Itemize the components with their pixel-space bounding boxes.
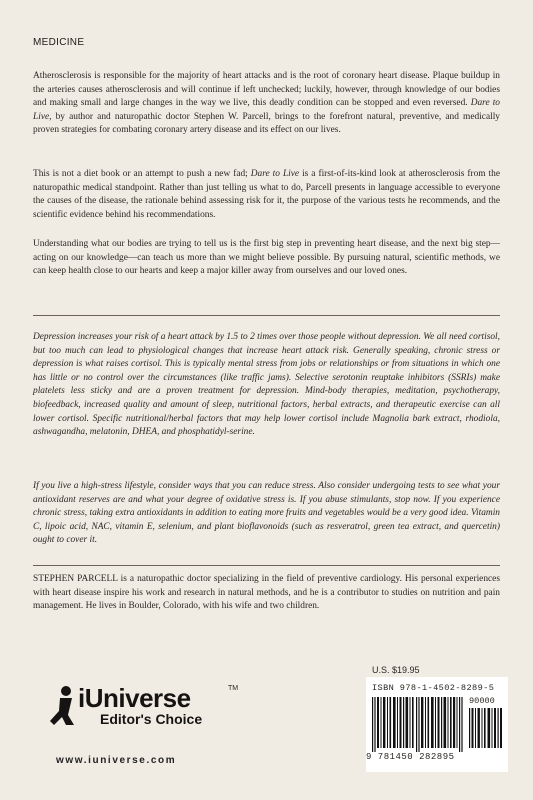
excerpt-paragraph-1: Depression increases your risk of a heart attack by 1.5 to 2 times over those people without depression. We all need cortisol, but too much can lead to physiological changes that increase heart attack risk. Generally speaking, chronic stress or depression is what raises cortisol. This is typically mental stress from jobs or relationships or from situations in which one has little or no control over the circumstances (like traffic jams). Selective serotonin reuptake inhibitors (SSRIs) make platelets less sticky and are a proven treatment for depression. Mind-body therapies, meditation, psychotherapy, biofeedback, increased quality and amount of sleep, nutritional factors, herbal extracts, and therapeutic exercise can all lower cortisol. Specific nutritional/herbal factors that may help lower cortisol include Magnolia bark extract, rhodiola, ashwagandha, melatonin, DHEA, and phosphatidyl-serine. — [33, 332, 500, 438]
publisher-tagline: Editor's Choice — [100, 711, 203, 727]
publisher-url: www.iuniverse.com — [56, 755, 177, 766]
publisher-logo — [50, 685, 240, 725]
author-bio: STEPHEN PARCELL is a naturopathic doctor specializing in the field of preventive cardiology. His personal experiences with heart disease inspire his work and research in natural methods, and he is a contributor to studies on nutrition and pain management. He lives in Boulder, Colorado, with his wife and two children. — [33, 574, 500, 612]
publisher-figure-icon — [50, 685, 80, 727]
ean-digits: 9 781450 282895 — [366, 752, 455, 762]
divider — [33, 315, 500, 316]
divider — [33, 565, 500, 566]
addon-code: 90000 — [469, 696, 495, 706]
book-title: Dare to Live — [33, 98, 500, 122]
trademark-mark: TM — [228, 685, 239, 692]
price-label: U.S. $19.95 — [372, 665, 420, 675]
excerpt-paragraph-2: If you live a high-stress lifestyle, consider ways that you can reduce stress. Also consider undergoing tests to see what your antioxidant reserves are and what your degree of oxidative stress is. If you abuse stimulants, stop now. If you experience chronic stress, taking extra antioxidants in addition to eating more fruits and vegetables would be a very good idea. Vitamin C, lipoic acid, NAC, vitamin E, selenium, and plant bioflavonoids (such as resveratrol, green tea extract, and quercetin) ought to cover it. — [33, 481, 500, 546]
addon-barcode-icon — [469, 708, 503, 748]
description-paragraph-3: Understanding what our bodies are trying to tell us is the first big step in preventing heart disease, and the next big step—acting on our knowledge—can teach us more than we might believe possible. By pursuing natural, scientific methods, we can keep health close to our hearts and keep a major killer away from ourselves and our loved ones. — [33, 239, 500, 277]
description-paragraph-2: This is not a diet book or an attempt to push a new fad; Dare to Live is a first-of-its-kind look at atherosclerosis from the naturopathic medical standpoint. Rather than just telling us what to do, Parcell presents in language accessible to everyone the causes of the disease, the rationale behind assessing risk for it, the purpose of the various tests he recommends, and the scientific evidence behind his recommendations. — [33, 169, 500, 220]
publisher-name: iUniverse — [78, 683, 191, 713]
barcode-icon — [372, 697, 467, 752]
book-title: Dare to Live — [250, 169, 300, 179]
category-label: MEDICINE — [33, 37, 85, 48]
isbn-text: ISBN 978-1-4502-8289-5 — [372, 683, 495, 693]
description-paragraph-1: Atherosclerosis is responsible for the majority of heart attacks and is the root of coronary heart disease. Plaque buildup in the arteries causes atherosclerosis and will continue if left unchecked; luckily, however, through knowledge of our bodies and making small and large changes in the way we live, this deadly condition can be stopped and even reversed. Dare to Live, by author and naturopathic doctor Stephen W. Parcell, brings to the forefront natural, preventive, and medically proven strategies for combating coronary artery disease and its effect on our lives. — [33, 71, 500, 136]
